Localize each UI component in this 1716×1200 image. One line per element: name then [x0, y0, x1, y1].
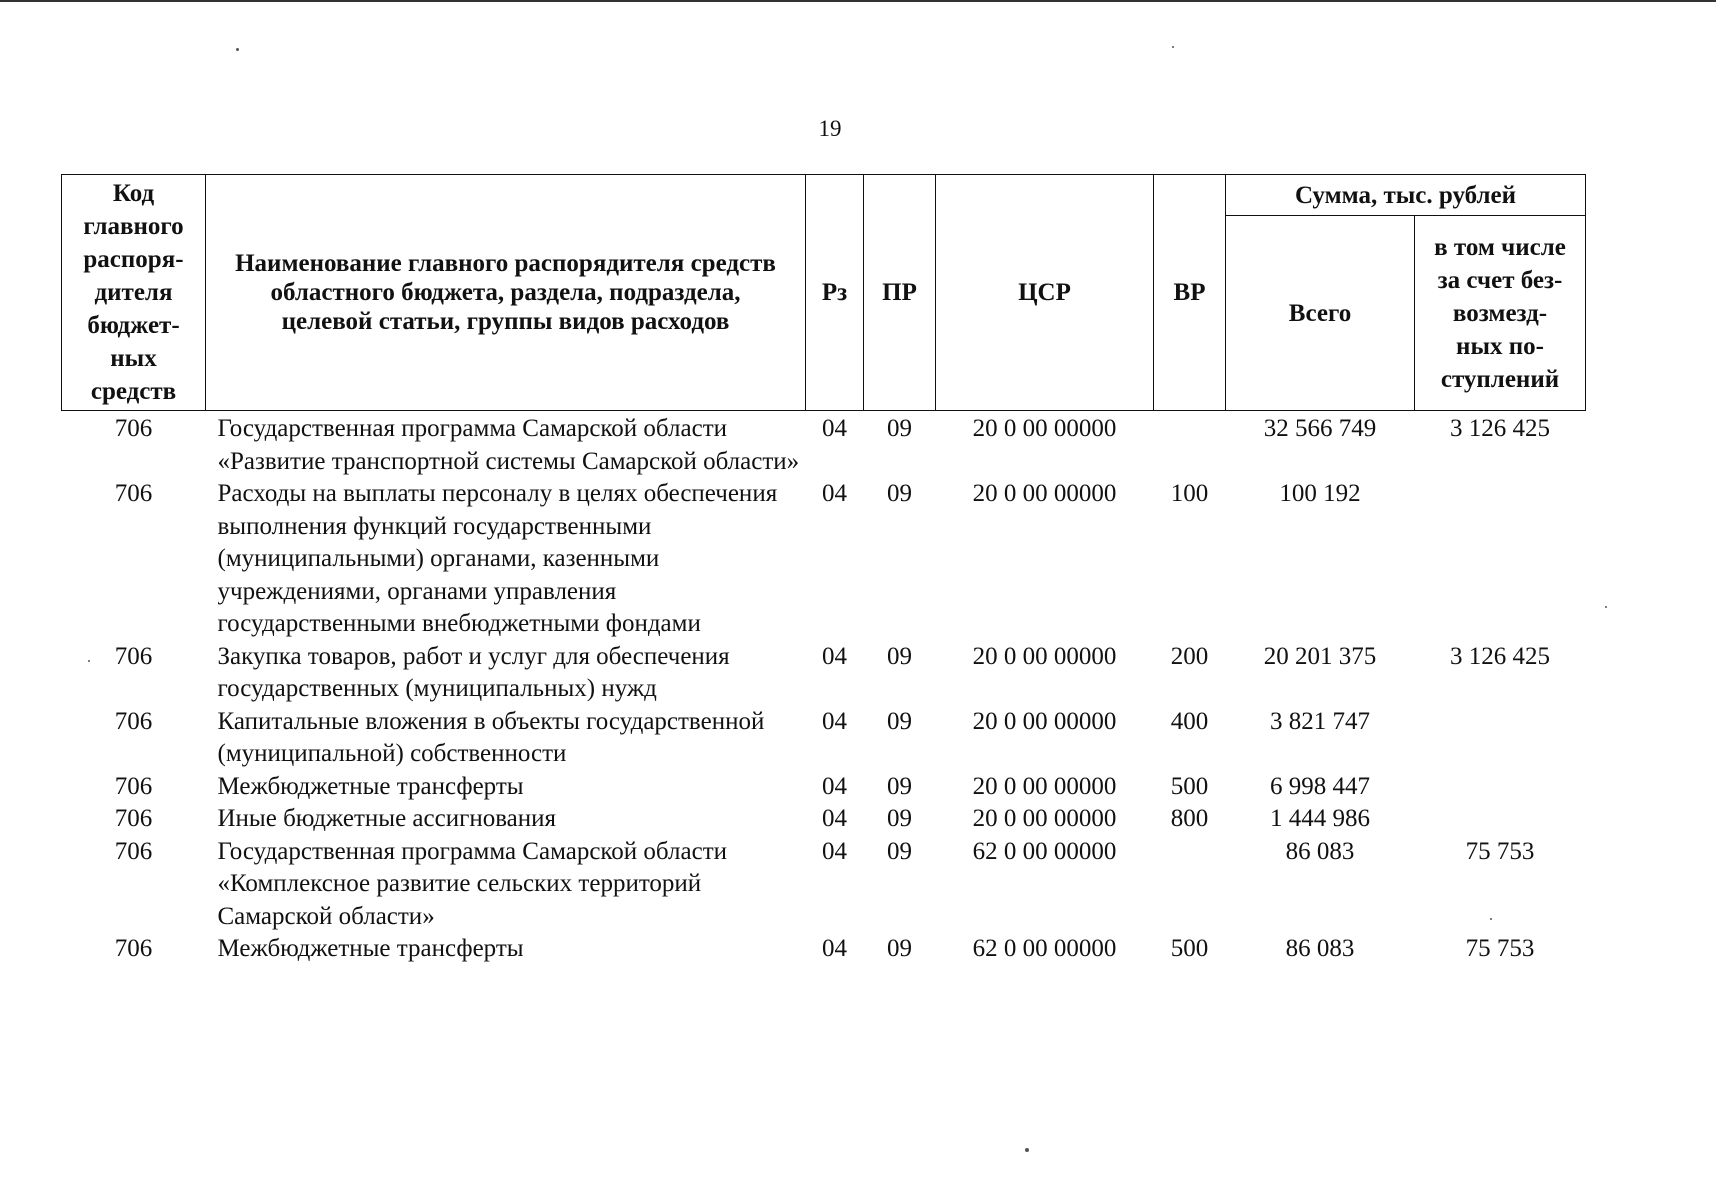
- table-body: [62, 411, 1586, 966]
- cell-rz: 04: [822, 480, 847, 507]
- cell-vr: 400: [1170, 707, 1209, 735]
- cell-rz: 04: [822, 935, 847, 962]
- cell-name: Государственная программа Самарской области «Развитие транспортной системы Самарской области»: [217, 415, 800, 475]
- cell-rz: 04: [822, 837, 847, 865]
- cell-code: 706: [114, 480, 153, 507]
- cell-total: 32 566 749: [1263, 415, 1377, 442]
- scan-speck: [1605, 606, 1607, 608]
- cell-name: Государственная программа Самарской области «Комплексное развитие сельских территорий Самарской области»: [217, 837, 727, 930]
- cell-code: 706: [114, 415, 153, 442]
- cell-code: 706: [114, 642, 153, 670]
- budget-table: [61, 174, 1586, 966]
- header-total: Всего: [1226, 216, 1415, 411]
- cell-incl: 3 126 425: [1450, 415, 1550, 442]
- header-incl: в том числе за счет без- возмезд- ных по- ступлений: [1415, 216, 1586, 411]
- header-name: Наименование главного распорядителя средств областного бюджета, раздела, подраздела, целевой статьи, группы видов расходов: [206, 175, 806, 411]
- cell-rz: 04: [822, 642, 847, 670]
- cell-incl: 3 126 425: [1450, 642, 1550, 670]
- cell-incl: [1415, 803, 1586, 836]
- cell-csr: 20 0 00 00000: [972, 415, 1117, 442]
- table-header: [62, 175, 1586, 411]
- cell-csr: 20 0 00 00000: [972, 642, 1117, 670]
- cell-incl: [1415, 771, 1586, 804]
- cell-pr: 09: [887, 837, 912, 865]
- header-rz: Рз: [806, 175, 864, 411]
- page-number: 19: [818, 116, 842, 141]
- cell-vr: 800: [1170, 805, 1209, 832]
- scan-speck: [1172, 46, 1174, 48]
- cell-vr: 500: [1170, 935, 1209, 962]
- cell-total: 6 998 447: [1270, 772, 1370, 800]
- cell-name: Расходы на выплаты персоналу в целях обеспечения выполнения функций государственными (муниципальными) органами, казенными учреждениями, органами управления государственными внебюджетными фондами: [217, 480, 778, 637]
- cell-csr: 20 0 00 00000: [972, 772, 1117, 800]
- table-row: [62, 478, 1586, 641]
- cell-csr: 62 0 00 00000: [972, 935, 1117, 962]
- table-row: [62, 771, 1586, 804]
- table-row: [62, 706, 1586, 771]
- cell-total: 1 444 986: [1270, 805, 1370, 832]
- cell-code: 706: [114, 772, 153, 800]
- cell-name: Иные бюджетные ассигнования: [217, 805, 557, 832]
- cell-code: 706: [114, 707, 153, 735]
- cell-vr: 100: [1170, 480, 1209, 507]
- table-row: [62, 933, 1586, 966]
- cell-vr: 200: [1170, 642, 1209, 670]
- cell-code: 706: [114, 935, 153, 962]
- header-pr: ПР: [864, 175, 936, 411]
- scan-speck: [236, 48, 239, 51]
- cell-csr: 20 0 00 00000: [972, 805, 1117, 832]
- cell-incl: [1415, 706, 1586, 771]
- cell-pr: 09: [887, 707, 912, 735]
- cell-rz: 04: [822, 772, 847, 800]
- cell-csr: 20 0 00 00000: [972, 480, 1117, 507]
- cell-vr: [1154, 836, 1226, 934]
- header-vr: ВР: [1154, 175, 1226, 411]
- cell-incl: 75 753: [1465, 837, 1535, 865]
- cell-vr: 500: [1170, 772, 1209, 800]
- table-row: [62, 836, 1586, 934]
- header-csr: ЦСР: [936, 175, 1154, 411]
- table-row: [62, 641, 1586, 706]
- cell-csr: 20 0 00 00000: [972, 707, 1117, 735]
- cell-total: 86 083: [1285, 837, 1355, 865]
- cell-vr: [1154, 411, 1226, 479]
- table-row: [62, 411, 1586, 479]
- cell-incl: 75 753: [1465, 935, 1535, 962]
- scan-speck: [1025, 1148, 1029, 1152]
- cell-pr: 09: [887, 935, 912, 962]
- header-code: Код главного распоря- дителя бюджет- ных средств: [62, 175, 206, 411]
- cell-incl: [1415, 478, 1586, 641]
- cell-total: 20 201 375: [1263, 642, 1377, 670]
- scan-speck: [88, 660, 90, 662]
- cell-name: Межбюджетные трансферты: [217, 935, 524, 962]
- page-top-border: [0, 0, 1716, 2]
- cell-name: Капитальные вложения в объекты государственной (муниципальной) собственности: [217, 707, 765, 767]
- cell-code: 706: [114, 805, 153, 832]
- cell-pr: 09: [887, 772, 912, 800]
- cell-rz: 04: [822, 415, 847, 442]
- cell-pr: 09: [887, 415, 912, 442]
- cell-total: 100 192: [1279, 480, 1361, 507]
- cell-total: 86 083: [1285, 935, 1355, 962]
- cell-total: 3 821 747: [1270, 707, 1370, 735]
- cell-name: Закупка товаров, работ и услуг для обеспечения государственных (муниципальных) нужд: [217, 642, 730, 702]
- cell-code: 706: [114, 837, 153, 865]
- cell-rz: 04: [822, 805, 847, 832]
- cell-rz: 04: [822, 707, 847, 735]
- cell-csr: 62 0 00 00000: [972, 837, 1117, 865]
- cell-pr: 09: [887, 642, 912, 670]
- header-sum-group: Сумма, тыс. рублей: [1226, 175, 1586, 216]
- table-row: [62, 803, 1586, 836]
- cell-pr: 09: [887, 805, 912, 832]
- cell-pr: 09: [887, 480, 912, 507]
- cell-name: Межбюджетные трансферты: [217, 772, 524, 800]
- scan-speck: [1490, 918, 1492, 920]
